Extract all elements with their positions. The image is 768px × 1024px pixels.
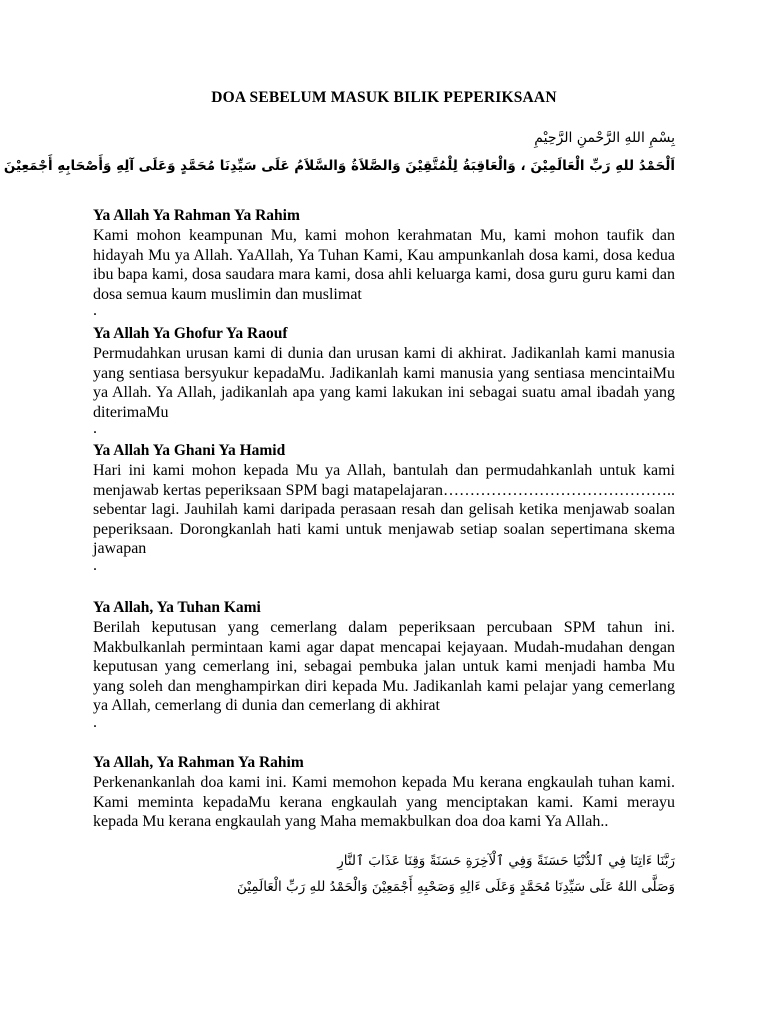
section-heading: Ya Allah, Ya Tuhan Kami <box>93 599 261 616</box>
section-body: Permudahkan urusan kami di dunia dan urusan kami di akhirat. Jadikanlah kami manusia yang sentiasa bersyukur kepadaMu. Jadikanlah kami manusia yang sentiasa mencintaiMu ya Allah. Ya Allah, jadikanlah apa yang kami lakukan ini sebagai suatu amal ibadah yang diterimaMu <box>93 345 675 421</box>
section-body: Hari ini kami mohon kepada Mu ya Allah, bantulah dan permudahkanlah untuk kami menjawab kertas peperiksaan SPM bagi matapelajaran…………………………………….. sebentar lagi. Jauhilah kami daripada perasaan resah dan gelisah ketika menjawab soalan peperiksaan. Dorongkanlah hati kami untuk menjawab setiap soalan sepertimana skema jawapan <box>93 462 675 558</box>
rabbana-prayer-text: رَبَّنَا ءَاتِنَا فِي ٱلدُّنْيَا حَسَنَةً وَفِي ٱلْآخِرَةِ حَسَنَةً وَقِنَا عَذَابَ ٱلنَّارِ <box>337 853 675 869</box>
section-tuhan-kami <box>93 598 675 730</box>
closing-salawat-text: وَصَلَّى اللهُ عَلَى سَيِّدِنَا مُحَمَّدٍ وَعَلَى ءَالِهِ وَصَحْبِهِ أَجْمَعِيْنَ وَالْحَمْدُ للهِ رَبِّ الْعَالَمِيْنَ <box>236 879 675 895</box>
section-dot: . <box>93 556 97 574</box>
section-dot: . <box>93 302 97 320</box>
section-ghofur-raouf <box>93 324 675 436</box>
section-body: Berilah keputusan yang cemerlang dalam peperiksaan percubaan SPM tahun ini. Makbulkanlah permintaan kami agar dapat mencapai kejayaan. Mudah-mudahan dengan keputusan yang cemerlang ini, sebagai pembuka jalan untuk kami menjadi hamba Mu yang soleh dan menghampirkan diri kepada Mu. Jadikanlah kami pelajar yang cemerlang ya Allah, cemerlang di dunia dan cemerlang di akhirat <box>93 619 675 715</box>
opening-praise-text: اَلْحَمْدُ للهِ رَبِّ الْعَالَمِيْنَ ، وَالْعَاقِبَةُ لِلْمُتَّقِيْنَ وَالصَّلاَةُ وَالسَّلاَمُ عَلَى سَيِّدِنَا مُحَمَّدٍ وَعَلَى آلِهِ وَأَصْحَابِهِ أَجْمَعِيْنَ <box>3 158 675 174</box>
section-dot: . <box>93 713 97 731</box>
basmala-text: بِسْمِ اللهِ الرَّحْمنِ الرَّحِيْمِ <box>534 130 675 146</box>
section-rahman-rahim <box>93 206 675 318</box>
section-heading: Ya Allah Ya Ghofur Ya Raouf <box>93 325 288 342</box>
section-heading: Ya Allah Ya Rahman Ya Rahim <box>93 207 300 224</box>
section-dot: . <box>93 420 97 438</box>
section-heading: Ya Allah Ya Ghani Ya Hamid <box>93 442 286 459</box>
section-closing-prayer <box>93 753 675 832</box>
section-heading: Ya Allah, Ya Rahman Ya Rahim <box>93 754 304 771</box>
section-body: Kami mohon keampunan Mu, kami mohon kerahmatan Mu, kami mohon taufik dan hidayah Mu ya Allah. YaAllah, Ya Tuhan Kami, Kau ampunkanlah dosa kami, dosa kedua ibu bapa kami, dosa saudara mara kami, dosa ahli keluarga kami, dosa guru guru kami dan dosa semua kaum muslimin dan muslimat <box>93 227 675 303</box>
section-ghani-hamid <box>93 441 675 573</box>
section-body: Perkenankanlah doa kami ini. Kami memohon kepada Mu kerana engkaulah tuhan kami. Kami meminta kepadaMu kerana engkaulah yang menciptakan kami. Kami merayu kepada Mu kerana engkaulah yang Maha memakbulkan doa doa kami Ya Allah.. <box>93 774 675 831</box>
document-title: DOA SEBELUM MASUK BILIK PEPERIKSAAN <box>211 89 557 106</box>
